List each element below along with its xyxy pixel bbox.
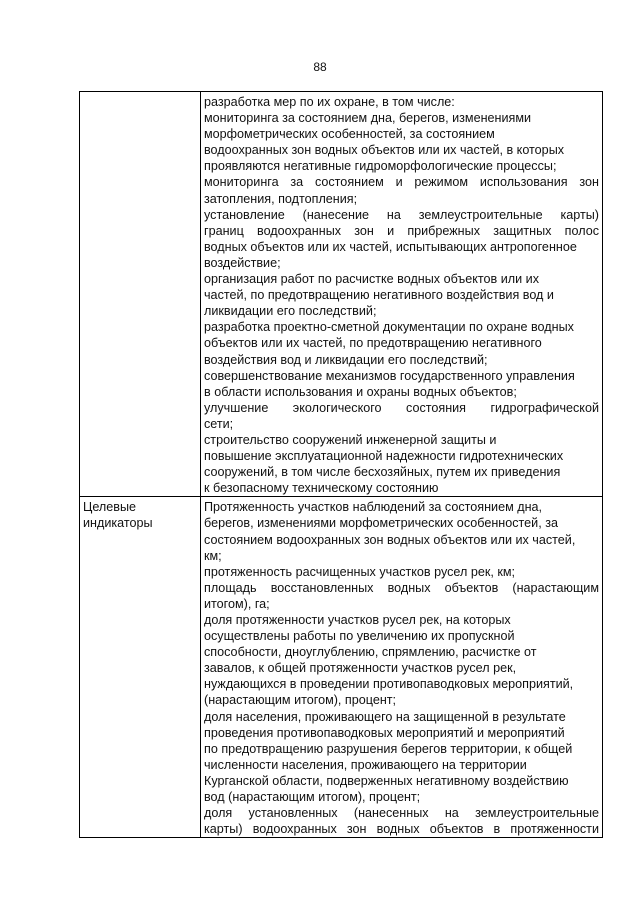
text-line: к безопасному техническому состоянию [204, 481, 439, 496]
text-line: частей, по предотвращению негативного воздействия вод и [204, 288, 554, 303]
text-line: улучшение экологического состояния гидрографической [204, 400, 599, 415]
text-line: повышение эксплуатационной надежности гидротехнических [204, 449, 564, 464]
text-line: морфометрических особенностей, за состоянием [204, 127, 495, 142]
text-line: по предотвращению разрушения берегов территории, к общей [204, 741, 573, 756]
text-line: затопления, подтопления; [204, 191, 358, 206]
text-line: берегов, изменениями морфометрических особенностей, за [204, 516, 558, 531]
text-line: доля протяженности участков русел рек, на которых [204, 613, 511, 627]
text-line: установление (нанесение на землеустроительные карты) [204, 207, 599, 222]
text-line: площадь восстановленных водных объектов (нарастающим [204, 580, 599, 595]
label-line: Целевые [83, 500, 137, 515]
table-row-measures [80, 92, 603, 497]
text-line: Протяженность участков наблюдений за состоянием дна, [204, 500, 543, 515]
text-line: разработка мер по их охране, в том числе: [204, 95, 455, 109]
text-line: состоянием водоохранных зон водных объектов или их частей, [204, 532, 576, 547]
text-line: (нарастающим итогом), процент; [204, 693, 397, 708]
text-line: проявляются негативные гидроморфологические процессы; [204, 159, 557, 174]
text-line: км; [204, 548, 222, 563]
row-content-cell [201, 497, 603, 838]
text-line: строительство сооружений инженерной защиты и [204, 432, 497, 447]
text-line: нуждающихся в проведении противопаводковых мероприятий, [204, 677, 574, 692]
text-line: проведения противопаводковых мероприятий и мероприятий [204, 725, 565, 740]
text-line: способности, дноуглублению, спрямлению, расчистке от [204, 645, 537, 660]
text-line: протяженность расчищенных участков русел рек, км; [204, 564, 516, 579]
text-line: разработка проектно-сметной документации по охране водных [204, 320, 574, 335]
text-line: итогом), га; [204, 596, 270, 611]
text-line: совершенствование механизмов государственного управления [204, 368, 575, 383]
text-line: Курганской области, подверженных негативному воздействию [204, 773, 569, 788]
label-line: индикаторы [83, 516, 153, 531]
text-line: сооружений, в том числе бесхозяйных, путем их приведения [204, 465, 561, 480]
text-line: осуществлены работы по увеличению их пропускной [204, 629, 515, 644]
document-table [79, 91, 603, 838]
page-number: 88 [313, 60, 327, 74]
text-line: водных объектов или их частей, испытывающих антропогенное [204, 239, 577, 254]
table-row-target-indicators [80, 497, 603, 838]
row-label-cell [80, 92, 201, 497]
text-line: карты) водоохранных зон водных объектов в протяженности [204, 822, 599, 837]
text-line: завалов, к общей протяженности участков русел рек, [204, 661, 517, 676]
text-line: вод (нарастающим итогом), процент; [204, 790, 421, 805]
text-line: воздействия вод и ликвидации его последствий; [204, 352, 488, 367]
text-line: доля населения, проживающего на защищенной в результате [204, 709, 566, 724]
text-line: в области использования и охраны водных объектов; [204, 384, 517, 399]
text-line: организация работ по расчистке водных объектов или их [204, 272, 540, 287]
row-label-cell [80, 497, 201, 838]
text-line: границ водоохранных зон и прибрежных защитных полос [204, 223, 599, 238]
text-line: воздействие; [204, 255, 281, 270]
text-line: ликвидации его последствий; [204, 304, 377, 319]
text-line: мониторинга за состоянием дна, берегов, изменениями [204, 111, 532, 126]
text-line: водоохранных зон водных объектов или их частей, в которых [204, 143, 565, 158]
text-line: объектов или их частей, по предотвращению негативного [204, 336, 542, 351]
row-content-cell [201, 92, 603, 497]
text-line: мониторинга за состоянием и режимом использования зон [204, 175, 599, 190]
text-line: сети; [204, 416, 234, 431]
text-line: численности населения, проживающего на территории [204, 757, 527, 772]
text-line: доля установленных (нанесенных на землеустроительные [204, 806, 599, 821]
